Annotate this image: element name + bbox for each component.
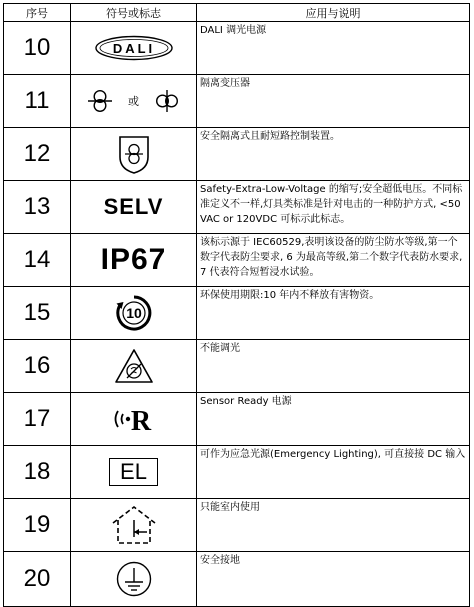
symbols-table [3,3,470,607]
period-number: 10 [125,305,142,321]
table-row [4,552,470,607]
no-dimming-icon [114,348,154,384]
isolating-transformer-alt-icon [154,89,180,113]
row-number: 19 [4,499,71,552]
row-number: 18 [4,446,71,499]
table-row [4,340,470,393]
indoor-use-only-icon [109,504,159,546]
table-row [4,75,470,128]
row-number: 13 [4,181,71,234]
table-row [4,287,470,340]
symbol-cell [71,340,197,393]
dali-logo-text: DALI [112,41,155,56]
row-number: 16 [4,340,71,393]
row-number: 14 [4,234,71,287]
description: DALI 调光电源 [197,22,470,75]
description: 安全隔离式且耐短路控制装置。 [197,128,470,181]
header-description: 应用与说明 [197,4,470,22]
symbol-cell [71,22,197,75]
table-header-row [4,4,470,22]
description: Safety-Extra-Low-Voltage 的缩写;安全超低电压。不同标准定义不一样,灯具类标准是针对电击的一种防护方式, <50VAC or 120VDC 可标示此标志。 [197,181,470,234]
symbol-cell [71,75,197,128]
symbol-cell [71,234,197,287]
row-number: 11 [4,75,71,128]
symbol-cell [71,552,197,607]
table-row [4,128,470,181]
description: 隔离变压器 [197,75,470,128]
emergency-lighting-icon: EL [109,458,158,486]
header-no: 序号 [4,4,71,22]
table-row [4,446,470,499]
header-symbol: 符号或标志 [71,4,197,22]
symbol-cell [71,181,197,234]
table-row [4,22,470,75]
symbol-cell [71,287,197,340]
dali-logo-icon [94,35,174,61]
description: 安全接地 [197,552,470,607]
description: Sensor Ready 电源 [197,393,470,446]
sensor-ready-letter: R [130,406,151,435]
protective-earth-icon [115,560,153,598]
description: 该标示源于 IEC60529,表明该设备的防尘防水等级,第一个数字代表防尘要求, 6 为最高等级,第二个数字代表防水要求,7 代表符合短暂浸水试验。 [197,234,470,287]
table-row [4,181,470,234]
selv-text-icon: SELV [103,194,164,219]
row-number: 12 [4,128,71,181]
symbol-cell [71,128,197,181]
row-number: 20 [4,552,71,607]
ip67-text-icon: IP67 [100,243,167,276]
row-number: 15 [4,287,71,340]
isolating-transformer-icon [87,89,113,113]
environmental-use-period-icon [115,294,153,332]
table-row [4,234,470,287]
description: 只能室内使用 [197,499,470,552]
symbol-cell [71,499,197,552]
row-number: 17 [4,393,71,446]
description: 可作为应急光源(Emergency Lighting), 可直接接 DC 输入 [197,446,470,499]
or-label: 或 [128,95,139,108]
symbol-cell [71,393,197,446]
description: 环保使用期限:10 年内不释放有害物资。 [197,287,470,340]
row-number: 10 [4,22,71,75]
symbol-cell [71,446,197,499]
table-row [4,499,470,552]
sensor-ready-icon [112,403,156,435]
safety-isolating-transformer-icon [116,133,152,175]
description: 不能调光 [197,340,470,393]
table-row [4,393,470,446]
